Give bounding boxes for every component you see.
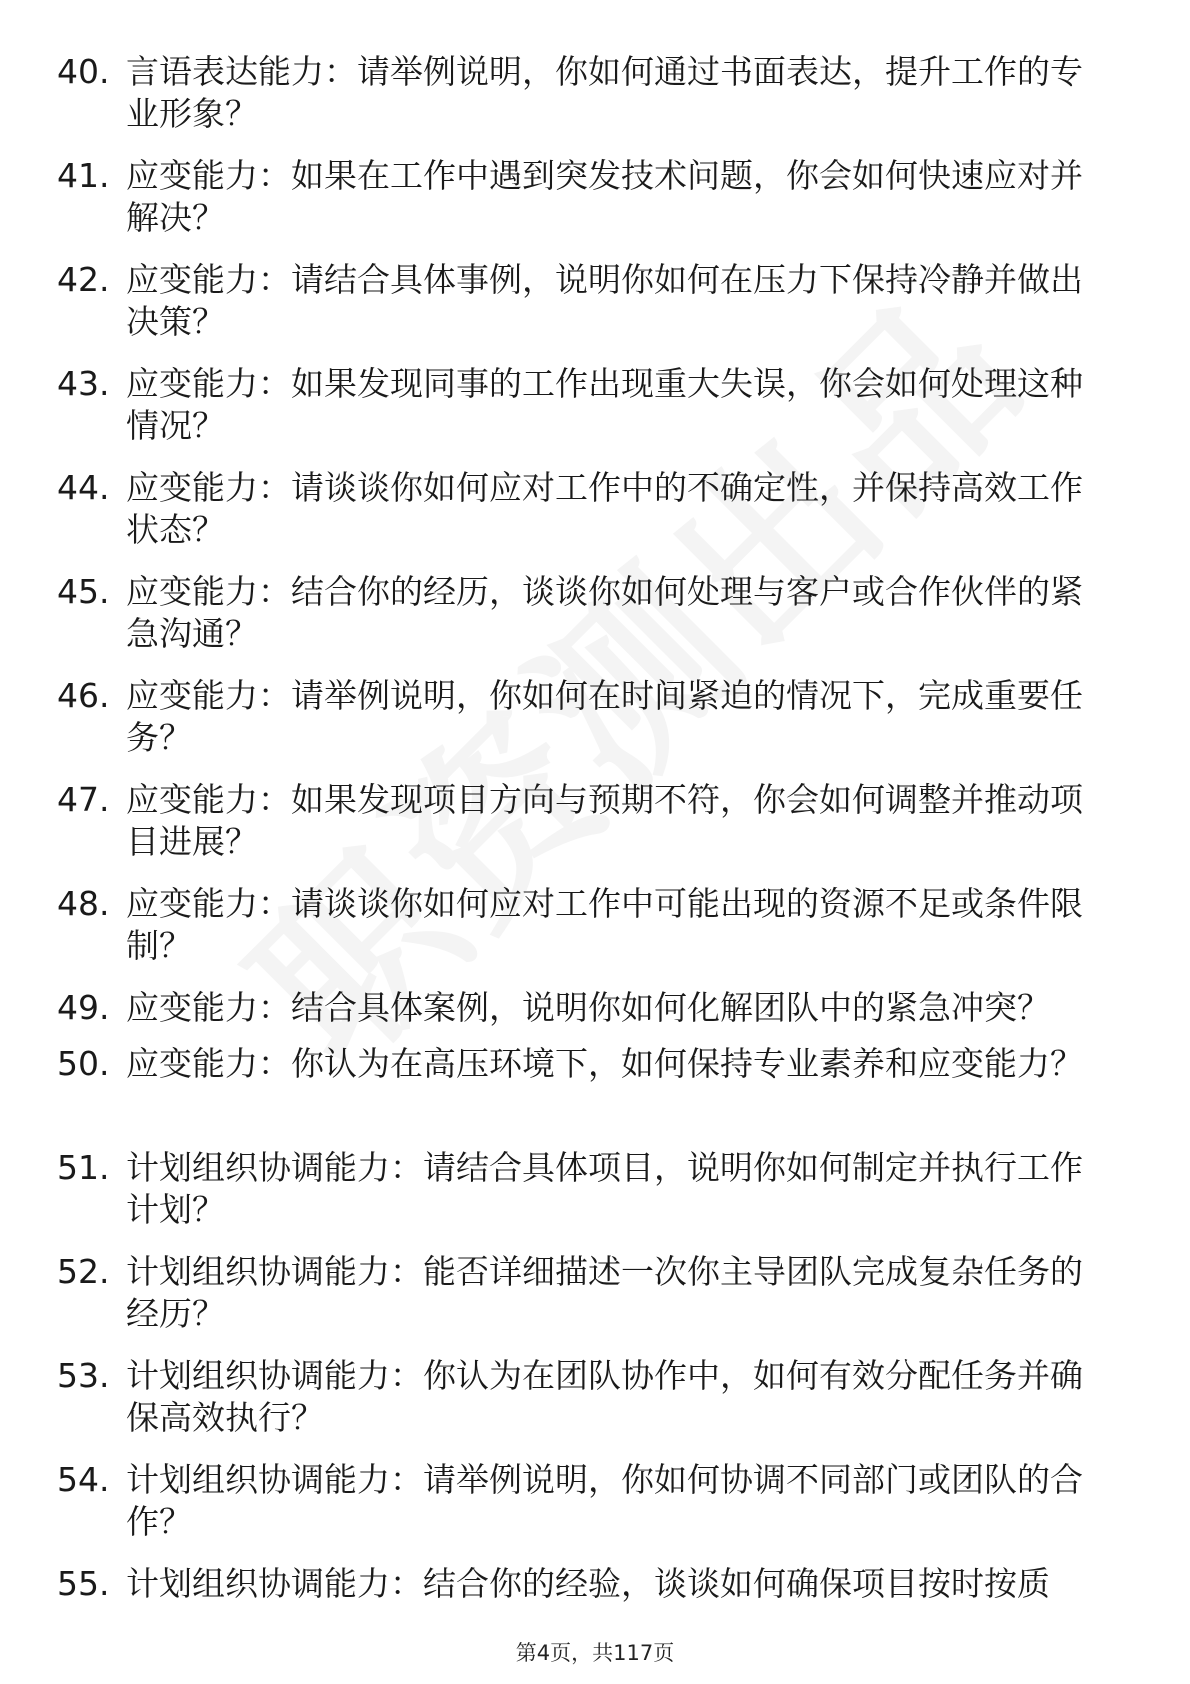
question-item [0,259,1190,363]
question-text: 计划组织协调能力：你认为在团队协作中，如何有效分配任务并确保高效执行？ [126,1356,1083,1437]
question-item [0,1251,1190,1355]
question-text: 应变能力：你认为在高压环境下，如何保持专业素养和应变能力？ [126,1044,1083,1083]
question-number: 40. [57,52,110,91]
question-item [0,363,1190,467]
question-text: 应变能力：请谈谈你如何应对工作中可能出现的资源不足或条件限制？ [126,884,1083,965]
question-item [0,1147,1190,1251]
question-text: 计划组织协调能力：结合你的经验，谈谈如何确保项目按时按质 [126,1564,1050,1603]
question-number: 55. [57,1564,110,1603]
question-text: 应变能力：如果发现项目方向与预期不符，你会如何调整并推动项目进展？ [126,780,1083,861]
question-number: 46. [57,676,110,715]
page-footer: 第4页，共117页 [515,1641,675,1665]
question-number: 43. [57,364,110,403]
question-number: 44. [57,468,110,507]
question-number: 42. [57,260,110,299]
question-text: 应变能力：结合具体案例，说明你如何化解团队中的紧急冲突？ [126,988,1050,1027]
question-text: 计划组织协调能力：请举例说明，你如何协调不同部门或团队的合作？ [126,1460,1083,1541]
question-text: 计划组织协调能力：能否详细描述一次你主导团队完成复杂任务的经历？ [126,1252,1083,1333]
question-number: 54. [57,1460,110,1499]
question-text: 应变能力：请谈谈你如何应对工作中的不确定性，并保持高效工作状态？ [126,468,1083,549]
question-text: 应变能力：如果发现同事的工作出现重大失误，你会如何处理这种情况？ [126,364,1083,445]
question-number: 51. [57,1148,110,1187]
question-item [0,467,1190,571]
question-item [0,1563,1190,1613]
question-item [0,51,1190,155]
question-number: 49. [57,988,110,1027]
question-text: 应变能力：如果在工作中遇到突发技术问题，你会如何快速应对并解决？ [126,156,1083,237]
question-item [0,155,1190,259]
question-number: 52. [57,1252,110,1291]
question-number: 50. [57,1044,110,1083]
question-text: 言语表达能力：请举例说明，你如何通过书面表达，提升工作的专业形象？ [126,52,1083,133]
question-item [0,1459,1190,1563]
question-item [0,987,1190,1043]
question-text: 应变能力：结合你的经历，谈谈你如何处理与客户或合作伙伴的紧急沟通？ [126,572,1083,653]
question-item [0,1043,1190,1147]
question-item [0,571,1190,675]
question-number: 53. [57,1356,110,1395]
question-number: 47. [57,780,110,819]
question-item [0,883,1190,987]
question-text: 应变能力：请举例说明，你如何在时间紧迫的情况下，完成重要任务？ [126,676,1083,757]
question-number: 45. [57,572,110,611]
question-list [0,51,1190,1613]
question-text: 应变能力：请结合具体事例，说明你如何在压力下保持冷静并做出决策？ [126,260,1083,341]
question-text: 计划组织协调能力：请结合具体项目，说明你如何制定并执行工作计划？ [126,1148,1083,1229]
question-item [0,1355,1190,1459]
question-number: 41. [57,156,110,195]
question-item [0,675,1190,779]
question-item [0,779,1190,883]
question-number: 48. [57,884,110,923]
